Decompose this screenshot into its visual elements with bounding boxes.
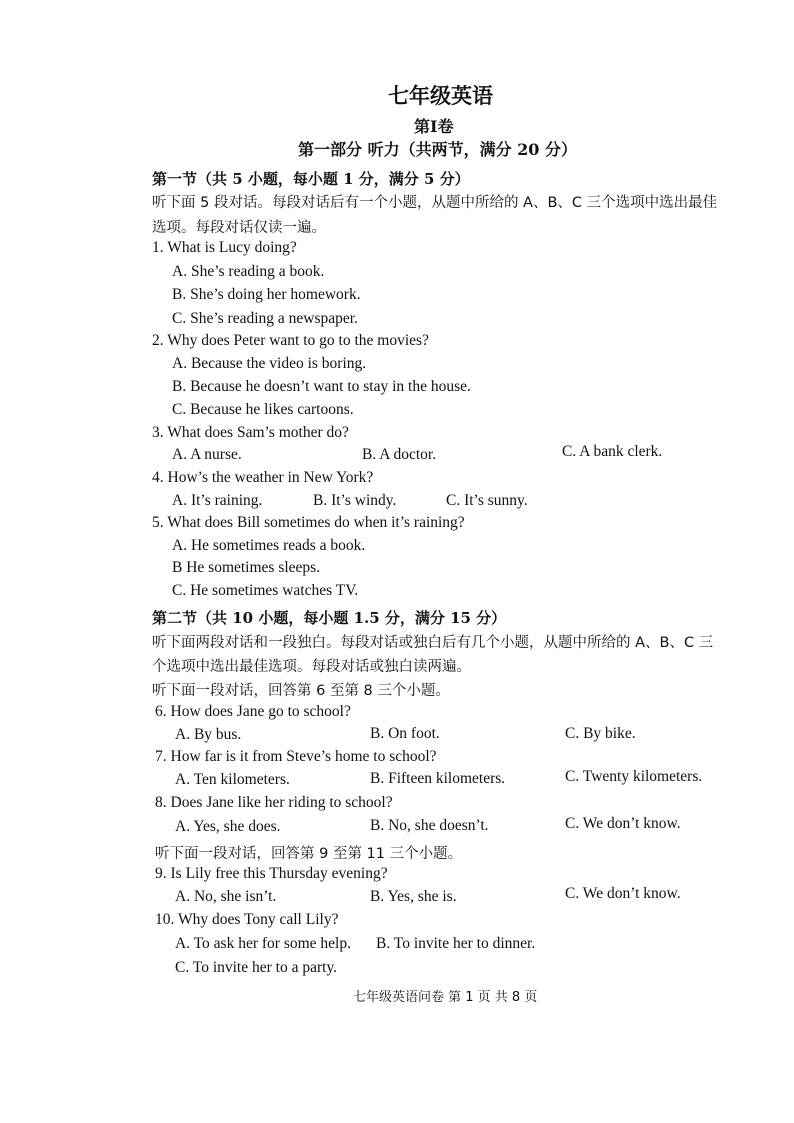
option-1b: B. She’s doing her homework. bbox=[172, 286, 361, 303]
option-2c: C. Because he likes cartoons. bbox=[172, 401, 354, 418]
question-5: 5. What does Bill sometimes do when it’s raining? bbox=[152, 514, 465, 531]
option-1c: C. She’s reading a newspaper. bbox=[172, 310, 358, 327]
option-10a: A. To ask her for some help. bbox=[175, 935, 351, 952]
option-5b: B He sometimes sleeps. bbox=[172, 559, 321, 576]
question-2: 2. Why does Peter want to go to the movies? bbox=[152, 332, 429, 349]
question-8: 8. Does Jane like her riding to school? bbox=[155, 794, 393, 811]
option-9b: B. Yes, she is. bbox=[370, 888, 457, 905]
option-8c: C. We don’t know. bbox=[565, 815, 681, 832]
dialog2-intro: 听下面一段对话，回答第 9 至第 11 三个小题。 bbox=[155, 846, 463, 862]
part-heading: 第一部分 听力（共两节，满分 20 分） bbox=[298, 140, 577, 159]
question-10: 10. Why does Tony call Lily? bbox=[155, 911, 339, 928]
option-2b: B. Because he doesn’t want to stay in the house. bbox=[172, 378, 471, 395]
option-6a: A. By bus. bbox=[175, 726, 242, 743]
section2-heading: 第二节（共 10 小题，每小题 1.5 分，满分 15 分） bbox=[152, 609, 507, 627]
page-title: 七年级英语 bbox=[388, 83, 493, 108]
option-8a: A. Yes, she does. bbox=[175, 818, 281, 835]
option-4b: B. It’s windy. bbox=[313, 492, 397, 509]
option-9c: C. We don’t know. bbox=[565, 885, 681, 902]
section1-heading: 第一节（共 5 小题，每小题 1 分，满分 5 分） bbox=[152, 170, 470, 188]
dialog1-intro: 听下面一段对话，回答第 6 至第 8 三个小题。 bbox=[152, 683, 450, 699]
option-5a: A. He sometimes reads a book. bbox=[172, 537, 366, 554]
option-7c: C. Twenty kilometers. bbox=[565, 768, 703, 785]
option-4c: C. It’s sunny. bbox=[446, 492, 528, 509]
question-3: 3. What does Sam’s mother do? bbox=[152, 424, 349, 441]
option-7b: B. Fifteen kilometers. bbox=[370, 770, 506, 787]
option-3a: A. A nurse. bbox=[172, 446, 242, 463]
option-5c: C. He sometimes watches TV. bbox=[172, 582, 359, 599]
section2-instruction: 听下面两段对话和一段独白。每段对话或独白后有几个小题，从题中所给的 A、B、C 三 bbox=[152, 635, 714, 651]
question-6: 6. How does Jane go to school? bbox=[155, 703, 351, 720]
question-9: 9. Is Lily free this Thursday evening? bbox=[155, 865, 388, 882]
option-3c: C. A bank clerk. bbox=[562, 443, 663, 460]
option-9a: A. No, she isn’t. bbox=[175, 888, 277, 905]
option-6b: B. On foot. bbox=[370, 725, 440, 742]
option-10b: B. To invite her to dinner. bbox=[376, 935, 536, 952]
option-10c: C. To invite her to a party. bbox=[175, 959, 338, 976]
question-4: 4. How’s the weather in New York? bbox=[152, 469, 374, 486]
option-8b: B. No, she doesn’t. bbox=[370, 817, 489, 834]
option-7a: A. Ten kilometers. bbox=[175, 771, 290, 788]
option-4a: A. It’s raining. bbox=[172, 492, 263, 509]
option-2a: A. Because the video is boring. bbox=[172, 355, 367, 372]
option-1a: A. She’s reading a book. bbox=[172, 263, 325, 280]
section1-instruction: 选项。每段对话仅读一遍。 bbox=[152, 220, 326, 236]
question-1: 1. What is Lucy doing? bbox=[152, 239, 297, 256]
question-7: 7. How far is it from Steve’s home to school? bbox=[155, 748, 437, 765]
section1-instruction: 听下面 5 段对话。每段对话后有一个小题，从题中所给的 A、B、C 三个选项中选出最佳 bbox=[152, 195, 718, 211]
option-3b: B. A doctor. bbox=[362, 446, 437, 463]
volume-heading: 第Ⅰ卷 bbox=[414, 117, 454, 136]
section2-instruction: 个选项中选出最佳选项。每段对话或独白读两遍。 bbox=[152, 659, 471, 675]
page-footer: 七年级英语问卷 第 1 页 共 8 页 bbox=[353, 990, 538, 1005]
option-6c: C. By bike. bbox=[565, 725, 636, 742]
